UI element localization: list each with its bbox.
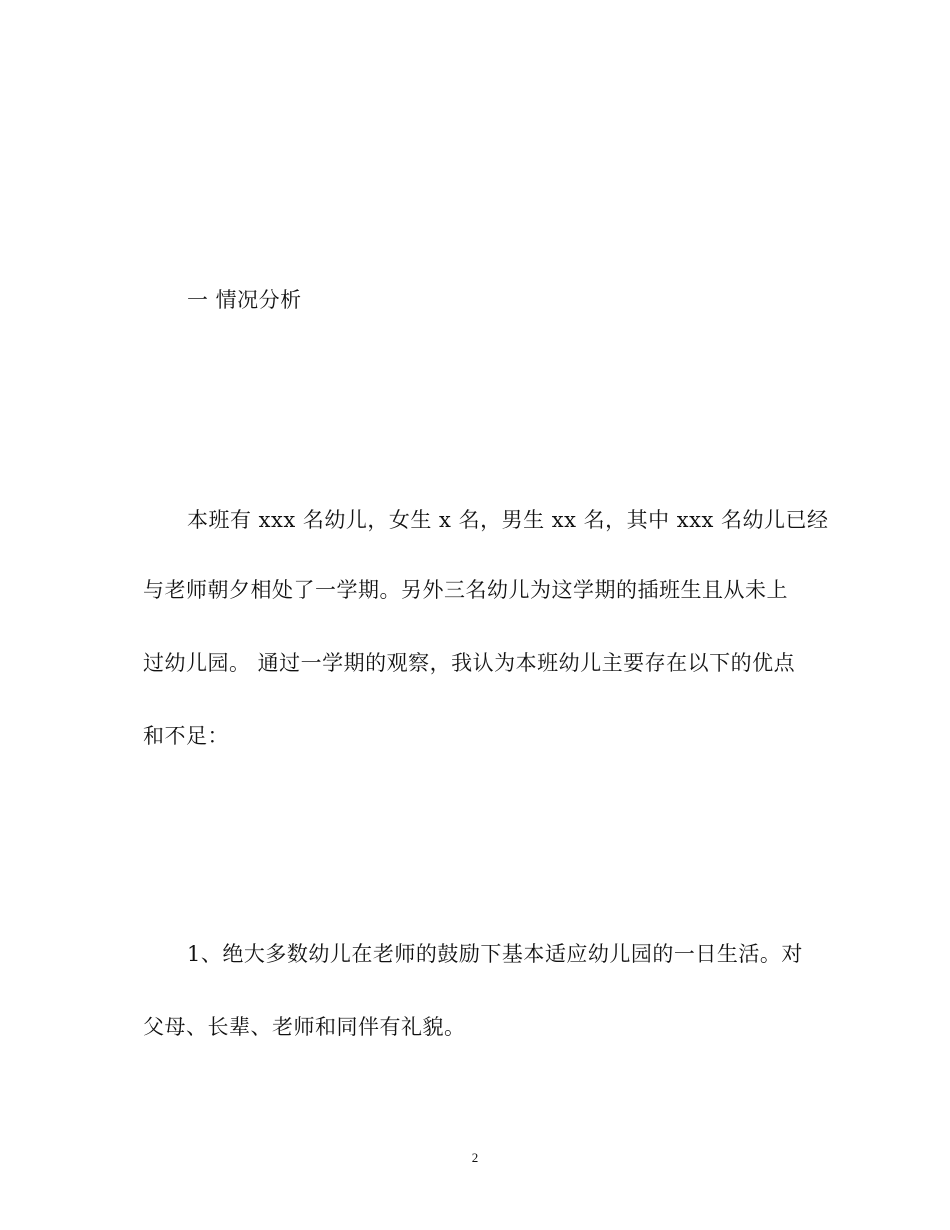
section-heading: 一 情况分析 [187,288,302,312]
paragraph-line: 与老师朝夕相处了一学期。另外三名幼儿为这学期的插班生且从未上 [143,578,788,602]
paragraph-line: 过幼儿园。 通过一学期的观察，我认为本班幼儿主要存在以下的优点 [143,651,796,675]
paragraph-line: 和不足： [143,724,229,748]
paragraph-line: 本班有 xxx 名幼儿，女生 x 名，男生 xx 名，其中 xxx 名幼儿已经 [187,508,829,532]
paragraph-line: 父母、长辈、老师和同伴有礼貌。 [143,1015,466,1039]
paragraph-line: 1、绝大多数幼儿在老师的鼓励下基本适应幼儿园的一日生活。对 [187,942,803,966]
page-number: 2 [471,1150,479,1165]
